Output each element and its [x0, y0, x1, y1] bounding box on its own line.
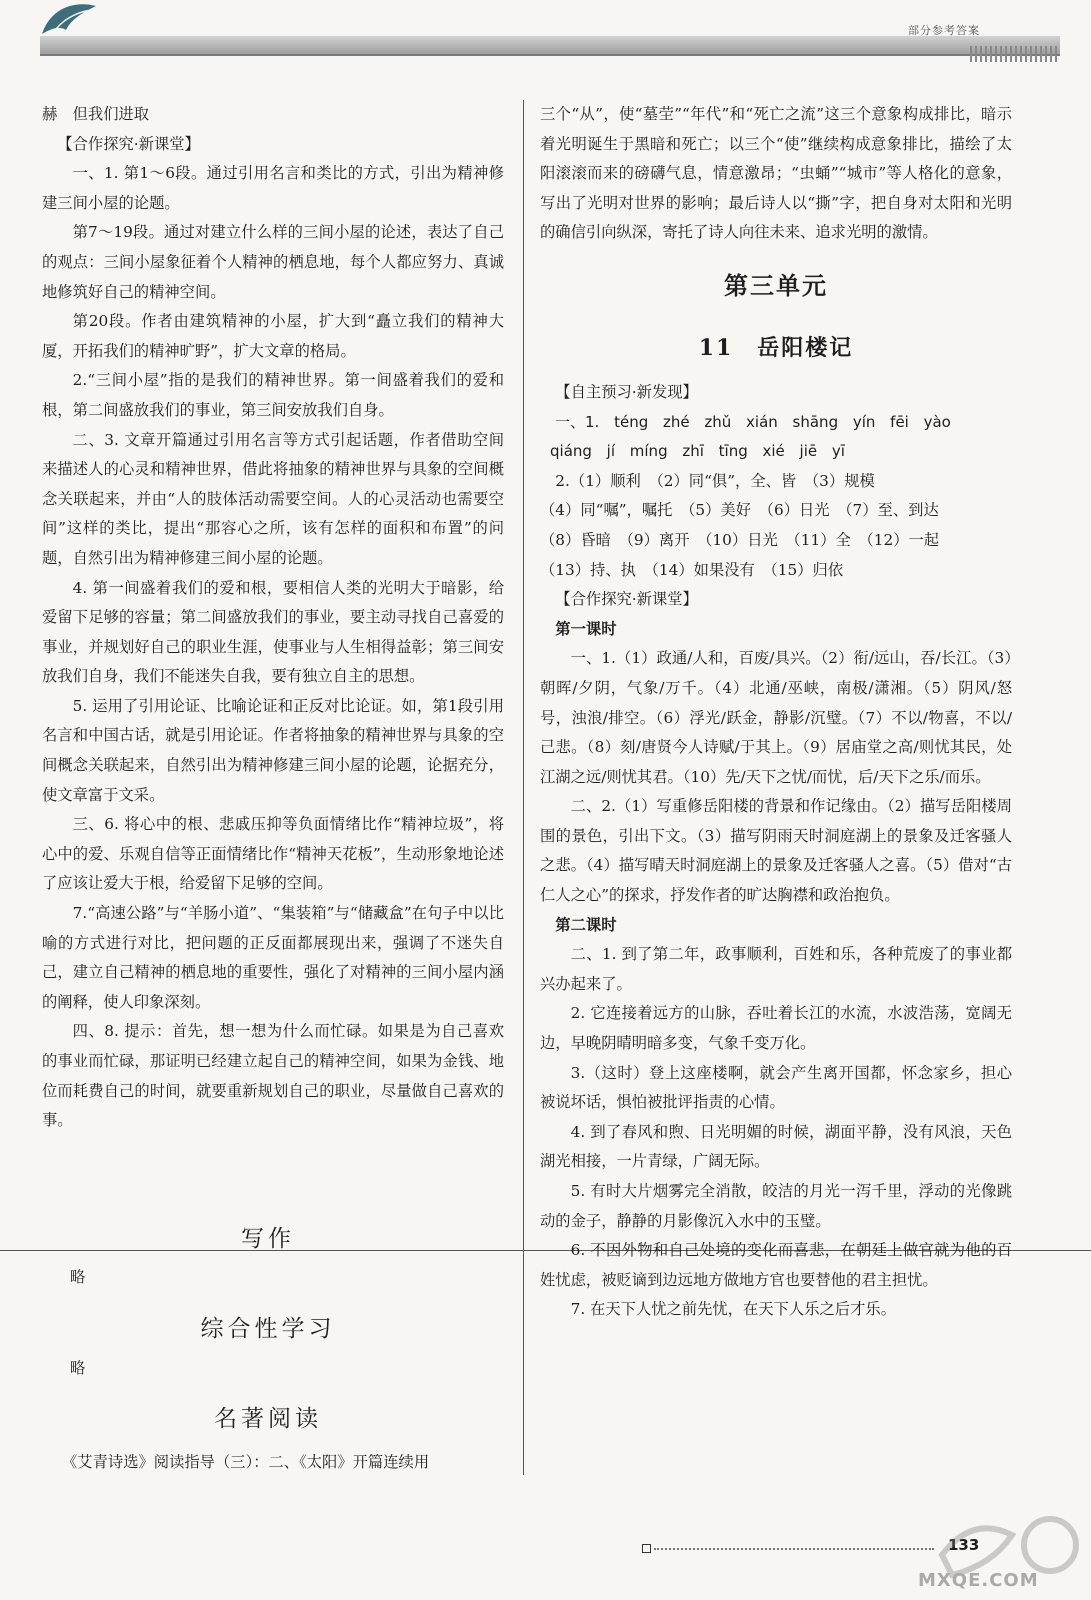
- q2-line: 2.（1）顺利 （2）同“俱”，全、皆 （3）规模: [555, 471, 875, 490]
- watermark-text: MXQE.COM: [918, 1570, 1039, 1591]
- pinyin-row-2: qiáng jí míng zhī tīng xié jiē yī: [550, 442, 845, 461]
- q2-line: （13）持、执 （14）如果没有 （15）归依: [540, 560, 844, 579]
- comprehensive-body: 略: [70, 1359, 86, 1377]
- left-column: [42, 100, 504, 1136]
- header-bar: [40, 36, 1060, 54]
- left-line: 2.“三间小屋”指的是我们的精神世界。第一间盛着我们的爱和根，第二间盛放我们的事业，第三间安放我们自身。: [42, 371, 504, 419]
- poem-analysis: 三个“从”，使“墓茔”“年代”和“死亡之流”这三个意象构成排比，暗示着光明诞生于黑暗和死亡；以三个“使”继续构成意象排比，描绘了太阳滚滚而来的磅礴气息，情意激昂；“虫蛹”“城市”等人格化的意象，写出了光明对世界的影响；最后诗人以“撕”字，把自身对太阳和光明的确信引向纵深，寄托了诗人向往未来、追求光明的激情。: [540, 105, 1012, 242]
- left-line: 4. 第一间盛着我们的爱和根，要相信人类的光明大于暗影，给爱留下足够的容量；第二间盛放我们的事业，要主动寻找自己喜爱的事业，并规划好自己的职业生涯，使事业与人生相得益彰；第三间安放我们自身，我们不能迷失自我，要有独立自主的思想。: [42, 578, 504, 686]
- footer-square-icon: [642, 1544, 651, 1553]
- left-line: 四、8. 提示：首先，想一想为什么而忙碌。如果是为自己喜欢的事业而忙碌，那证明已经建立起自己的精神空间，如果为金钱、地位而耗费自己的时间，就要重新规划自己的职业，尽量做自己喜欢的事。: [42, 1022, 504, 1130]
- pinyin-line: [540, 408, 1012, 438]
- classics-title: 名著阅读: [214, 1406, 322, 1432]
- period-2-answer: 二、1. 到了第二年，政事顺利，百姓和乐，各种荒废了的事业都兴办起来了。: [540, 945, 1012, 993]
- period-1-q1: 一、1.（1）政通/人和，百废/具兴。（2）衔/远山，吞/长江。（3）朝晖/夕阴，气象/万千。（4）北通/巫峡，南极/潇湘。（5）阴风/怒号，浊浪/排空。（6）浮光/跃金，静影/沉璧。（7）不以/物喜，不以/己悲。（8）刻/唐贤今人诗赋/于其上。（9）居庙堂之高/则忧其民，处江湖之远/则忧其君。（10）先/天下之忧/而忧，后/天下之乐/而乐。: [540, 649, 1012, 786]
- period-2-answer: 4. 到了春风和煦、日光明媚的时候，湖面平静，没有风浪，天色湖光相接，一片青绿，广阔无际。: [540, 1122, 1012, 1171]
- left-line: 5. 运用了引用论证、比喻论证和正反对比论证。如，第1段引用名言和中国古话，就是引用论证。作者将抽象的精神世界与具象的空间概念关联起来，自然引出为精神修建三间小屋的论题，论据充分，使文章富于文采。: [42, 696, 504, 804]
- writing-title: 写作: [241, 1226, 295, 1252]
- left-line: 二、3. 文章开篇通过引用名言等方式引起话题，作者借助空间来描述人的心灵和精神世界，借此将抽象的精神世界与具象的空间概念关联起来，并由“人的肢体活动需要空间。人的心灵活动也需要空间”这样的类比，提出“那容心之所，该有怎样的面积和布置”的问题，自然引出为精神修建三间小屋的论题。: [42, 430, 504, 567]
- coop-heading: 【合作探究·新课堂】: [555, 590, 698, 609]
- footer-dotted-rule: [654, 1548, 934, 1550]
- left-line: 第7～19段。通过对建立什么样的三间小屋的论述，表达了自己的观点：三间小屋象征着个人精神的栖息地，每个人都应努力、真诚地修筑好自己的精神空间。: [42, 223, 504, 301]
- period-2-heading: 第二课时: [555, 915, 617, 934]
- q2-line: （8）昏暗 （9）离开 （10）日光 （11）全 （12）一起: [540, 530, 940, 549]
- left-line: 三、6. 将心中的根、悲戚压抑等负面情绪比作“精神垃圾”，将心中的爱、乐观自信等正面情绪比作“精神天花板”，生动形象地论述了应该让爱大于根，给爱留下足够的空间。: [42, 815, 504, 893]
- header-ticks: [970, 46, 1060, 62]
- header-rule: [40, 54, 1060, 56]
- leaf-logo-icon: [36, 0, 106, 40]
- period-2-answer: 2. 它连接着远方的山脉，吞吐着长江的水流，水波浩荡，宽阔无边，早晚阴晴明暗多变，气象千变万化。: [540, 1004, 1012, 1053]
- preview-heading: 【自主预习·新发现】: [555, 382, 698, 401]
- period-2-answer: 6. 不因外物和自己处境的变化而喜悲，在朝廷上做官就为他的百姓忧虑，被贬谪到边远地方做地方官也要替他的君主担忧。: [540, 1241, 1012, 1289]
- period-1-q2: 二、2.（1）写重修岳阳楼的背景和作记缘由。（2）描写岳阳楼周围的景色，引出下文。（3）描写阴雨天时洞庭湖上的景象及迁客骚人之悲。（4）描写晴天时洞庭湖上的景象及迁客骚人之喜。（5）借对“古仁人之心”的探求，抒发作者的旷达胸襟和政治抱负。: [540, 797, 1012, 905]
- period-2-answer: 7. 在天下人忧之前先忧，在天下人乐之后才乐。: [570, 1300, 896, 1319]
- pinyin-lead: 一、1.: [555, 412, 600, 431]
- classics-body: 《艾青诗选》阅读指导（三）：二、《太阳》开篇连续用: [62, 1453, 430, 1471]
- left-line: 7.“高速公路”与“羊肠小道”、“集装箱”与“储藏盒”在句子中以比喻的方式进行对比，把问题的正反面都展现出来，强调了不迷失自己，建立自己精神的栖息地的重要性，强化了对精神的三间小屋内涵的阐释，使人印象深刻。: [42, 904, 504, 1011]
- page-number: 133: [948, 1536, 980, 1554]
- left-line: 赫 但我们进取: [42, 105, 150, 123]
- left-line: 【合作探究·新课堂】: [57, 134, 200, 153]
- pinyin-row-1: téng zhé zhǔ xián shāng yín fēi yào: [614, 412, 951, 431]
- q2-line: （4）同“嘱”，嘱托 （5）美好 （6）日光 （7）至、到达: [540, 501, 939, 520]
- comprehensive-title: 综合性学习: [200, 1316, 336, 1342]
- left-line: 第20段。作者由建筑精神的小屋，扩大到“矗立我们的精神大厦，开拓我们的精神旷野”，扩大文章的格局。: [42, 312, 504, 360]
- period-1-heading: 第一课时: [555, 619, 617, 638]
- header-title: 部分参考答案: [908, 24, 980, 37]
- left-line: 一、1. 第1～6段。通过引用名言和类比的方式，引出为精神修建三间小屋的论题。: [42, 164, 504, 212]
- writing-body: 略: [70, 1268, 86, 1286]
- period-2-answer: 5. 有时大片烟雾完全消散，皎洁的月光一泻千里，浮动的光像跳动的金子，静静的月影像沉入水中的玉璧。: [540, 1182, 1012, 1230]
- right-column: [540, 100, 1012, 1325]
- unit-title: 第三单元: [724, 270, 828, 300]
- lesson-title: 11 岳阳楼记: [698, 334, 854, 361]
- period-2-answer: 3.（这时）登上这座楼啊，就会产生离开国都，怀念家乡，担心被说坏话，惧怕被批评指责的心情。: [540, 1063, 1012, 1112]
- column-divider: [523, 100, 524, 1475]
